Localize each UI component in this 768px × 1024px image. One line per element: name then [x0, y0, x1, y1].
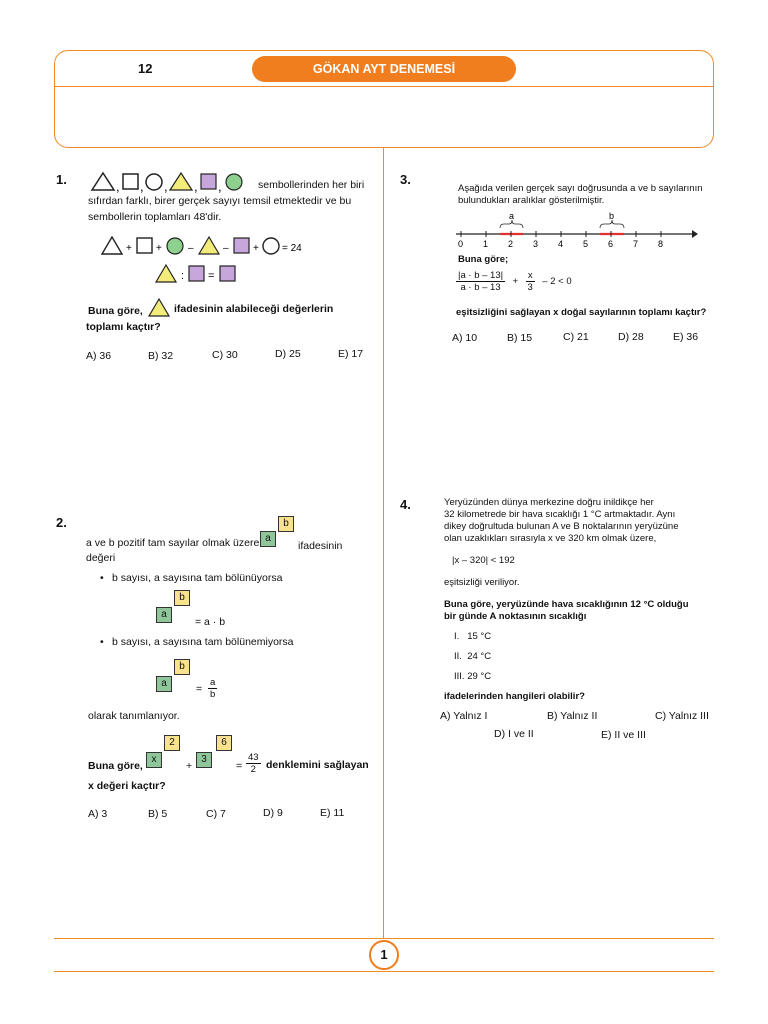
- triangle-icon: [102, 237, 122, 254]
- q2-option-b[interactable]: B) 5: [148, 808, 168, 820]
- q3-intro2: bulundukları aralıklar gösterilmiştir.: [458, 195, 605, 206]
- q2-box-expression: [260, 516, 300, 552]
- square-icon: [123, 174, 138, 189]
- q1-option-c[interactable]: C) 30: [212, 349, 238, 361]
- green-circle-icon: [226, 174, 242, 190]
- q2-bullet1: b sayısı, a sayısına tam bölünüyorsa: [112, 572, 283, 584]
- q3-option-a[interactable]: A) 10: [452, 332, 478, 344]
- yellow-triangle-icon: [147, 296, 173, 318]
- q1-question-c: toplamı kaçtır?: [86, 321, 161, 333]
- q4-question-3: ifadelerinden hangileri olabilir?: [444, 691, 585, 702]
- q2-outro: olarak tanımlanıyor.: [88, 710, 180, 722]
- q1-question-a: Buna göre,: [88, 305, 143, 317]
- q1-eq2-op: :: [181, 270, 185, 282]
- q1-option-b[interactable]: B) 32: [148, 350, 174, 362]
- purple-square-icon: [189, 266, 204, 281]
- q3-inequality: [456, 270, 572, 293]
- tick-label: 5: [583, 239, 589, 249]
- q4-line-2: 32 kilometrede bir hava sıcaklığı 1 °C artmaktadır. Aynı: [444, 509, 676, 520]
- arrow-right-icon: [692, 230, 698, 238]
- q2-question-plus: +: [186, 760, 193, 772]
- q2-option-a[interactable]: A) 3: [88, 808, 108, 820]
- svg-text:,: ,: [140, 179, 144, 194]
- tick-label: 4: [558, 239, 564, 249]
- q4-number: 4.: [400, 497, 411, 512]
- circle-icon: [146, 174, 162, 190]
- tick-label: 3: [533, 239, 539, 249]
- box-three: 3: [196, 752, 212, 768]
- box-a: a: [156, 676, 172, 692]
- q3-option-d[interactable]: D) 28: [618, 331, 644, 343]
- box-b: b: [278, 516, 294, 532]
- q2-bullet2: b sayısı, a sayısına tam bölünemiyorsa: [112, 636, 294, 648]
- q4-option-c[interactable]: C) Yalnız III: [655, 710, 709, 722]
- q1-eq1-op: +: [156, 243, 162, 254]
- q2-intro-line2: değeri: [86, 552, 116, 564]
- q4-line-1: Yeryüzünden dünya merkezine doğru inildikçe her: [444, 497, 654, 508]
- purple-square-icon: [220, 266, 235, 281]
- triangle-icon: [92, 173, 114, 190]
- yellow-triangle-icon: [156, 265, 176, 282]
- box-six: 6: [216, 735, 232, 751]
- q4-question-2: bir günde A noktasının sıcaklığı: [444, 611, 587, 622]
- fraction-numerator: 43: [248, 752, 259, 763]
- yellow-triangle-icon: [199, 237, 219, 254]
- fraction-numerator: |a · b – 13|: [458, 270, 504, 281]
- q4-question-1: Buna göre, yeryüzünde hava sıcaklığının 12 °C olduğu: [444, 599, 689, 610]
- exam-title: GÖKAN AYT DENEMESİ: [252, 56, 516, 82]
- q2-bullet1-expression: [156, 590, 196, 626]
- page-number: 12: [138, 61, 153, 76]
- q2-question-b: denklemini sağlayan: [266, 759, 369, 771]
- fraction-denominator: 2: [250, 764, 256, 775]
- q2-bullet1-result: = a · b: [195, 616, 226, 628]
- q4-option-b[interactable]: B) Yalnız II: [547, 710, 598, 722]
- purple-square-icon: [234, 238, 249, 253]
- box-b: b: [174, 659, 190, 675]
- box-two: 2: [164, 735, 180, 751]
- purple-square-icon: [201, 174, 216, 189]
- q1-eq1-op: +: [253, 243, 259, 254]
- tick-label: 8: [658, 239, 664, 249]
- q1-number: 1.: [56, 172, 67, 187]
- q4-item-3: III. 29 °C: [454, 671, 492, 682]
- fraction-denominator: 3: [527, 282, 533, 293]
- tick-label: 6: [608, 239, 614, 249]
- label-a: a: [509, 211, 515, 221]
- q1-option-a[interactable]: A) 36: [86, 350, 112, 362]
- q1-intro-tail: sembollerinden her biri: [258, 179, 365, 191]
- q2-question-fraction: [246, 752, 261, 775]
- q2-bullet2-fraction: [208, 677, 217, 700]
- label-b: b: [609, 211, 615, 221]
- q4-option-d[interactable]: D) I ve II: [494, 728, 534, 740]
- plus-sign: +: [512, 275, 519, 287]
- q1-eq2-op: =: [208, 270, 215, 282]
- q4-option-e[interactable]: E) II ve III: [601, 729, 646, 741]
- fraction-denominator: a · b – 13: [460, 282, 501, 293]
- q4-item-1: I. 15 °C: [454, 631, 492, 642]
- footer-line-top: [54, 938, 714, 939]
- q2-question-a: Buna göre,: [88, 760, 143, 772]
- fraction-numerator: a: [210, 677, 216, 688]
- box-x: x: [146, 752, 162, 768]
- q1-option-e[interactable]: E) 17: [338, 348, 364, 360]
- fraction-denominator: b: [210, 689, 216, 700]
- footer-line-bottom: [54, 971, 714, 972]
- square-icon: [137, 238, 152, 253]
- bullet-icon: •: [100, 636, 104, 648]
- green-circle-icon: [167, 238, 183, 254]
- svg-text:,: ,: [194, 179, 198, 194]
- svg-text:,: ,: [116, 179, 120, 194]
- fraction-numerator: x: [527, 270, 533, 281]
- q2-question-term2: [196, 735, 236, 771]
- q4-item-2: II. 24 °C: [454, 651, 492, 662]
- q4-line-3: dikey doğrultuda bulunan A ve B noktalarının yeryüzüne: [444, 521, 679, 532]
- q2-question-c: x değeri kaçtır?: [88, 780, 166, 792]
- q3-buna-gore: Buna göre;: [458, 254, 509, 265]
- q3-question: eşitsizliğini sağlayan x doğal sayılarının toplamı kaçtır?: [456, 307, 707, 318]
- header-divider: [54, 86, 714, 87]
- q2-intro: a ve b pozitif tam sayılar olmak üzere: [86, 537, 260, 549]
- q1-question-b: ifadesinin alabileceği değerlerin: [174, 303, 334, 315]
- q2-intro-tail: ifadesinin: [298, 540, 343, 552]
- q1-eq1-op: –: [223, 243, 229, 254]
- q2-bullet2-eq: =: [196, 683, 203, 695]
- box-b: b: [174, 590, 190, 606]
- bullet-icon: •: [100, 572, 104, 584]
- q4-line-4: olan uzaklıkları sırasıyla x ve 320 km olmak üzere,: [444, 533, 657, 544]
- q4-inequality: |x – 320| < 192: [452, 555, 515, 566]
- svg-text:,: ,: [218, 179, 222, 194]
- footer-page-number: 1: [369, 940, 399, 970]
- inequality-tail: – 2 < 0: [542, 275, 572, 287]
- q1-eq1-op: +: [126, 243, 132, 254]
- tick-label: 7: [633, 239, 639, 249]
- column-separator: [383, 148, 384, 938]
- q3-option-e[interactable]: E) 36: [673, 331, 699, 343]
- q1-symbol-list: [90, 170, 262, 194]
- tick-label: 0: [458, 239, 464, 249]
- q3-intro1: Aşağıda verilen gerçek sayı doğrusunda a ve b sayılarının: [458, 183, 703, 194]
- q2-question-eq: =: [236, 760, 243, 772]
- circle-icon: [263, 238, 279, 254]
- tick-label: 1: [483, 239, 489, 249]
- q3-option-b[interactable]: B) 15: [507, 332, 533, 344]
- q2-number: 2.: [56, 515, 67, 530]
- q4-given: eşitsizliği veriliyor.: [444, 577, 520, 588]
- q1-line2: sıfırdan farklı, birer gerçek sayıyı temsil etmektedir ve bu: [88, 195, 352, 207]
- q4-option-a[interactable]: A) Yalnız I: [440, 710, 488, 722]
- q1-equation-1: [100, 234, 316, 258]
- tick-label: 2: [508, 239, 514, 249]
- box-a: a: [156, 607, 172, 623]
- q2-option-e[interactable]: E) 11: [320, 807, 345, 819]
- q1-option-d[interactable]: D) 25: [275, 348, 301, 360]
- q2-question-term1: [146, 735, 186, 771]
- q3-number: 3.: [400, 172, 411, 187]
- q2-bullet2-expression: [156, 659, 196, 695]
- yellow-triangle-icon: [170, 173, 192, 190]
- q3-number-line: [452, 210, 702, 250]
- q1-line3: sembollerin toplamları 48'dir.: [88, 211, 222, 223]
- q1-equation-2: [154, 262, 244, 286]
- q2-option-c[interactable]: C) 7: [206, 808, 226, 820]
- box-a: a: [260, 531, 276, 547]
- q2-option-d[interactable]: D) 9: [263, 807, 283, 819]
- q1-eq1-op: = 24: [282, 243, 302, 254]
- svg-text:,: ,: [164, 179, 168, 194]
- q3-option-c[interactable]: C) 21: [563, 331, 589, 343]
- q1-eq1-op: –: [188, 243, 194, 254]
